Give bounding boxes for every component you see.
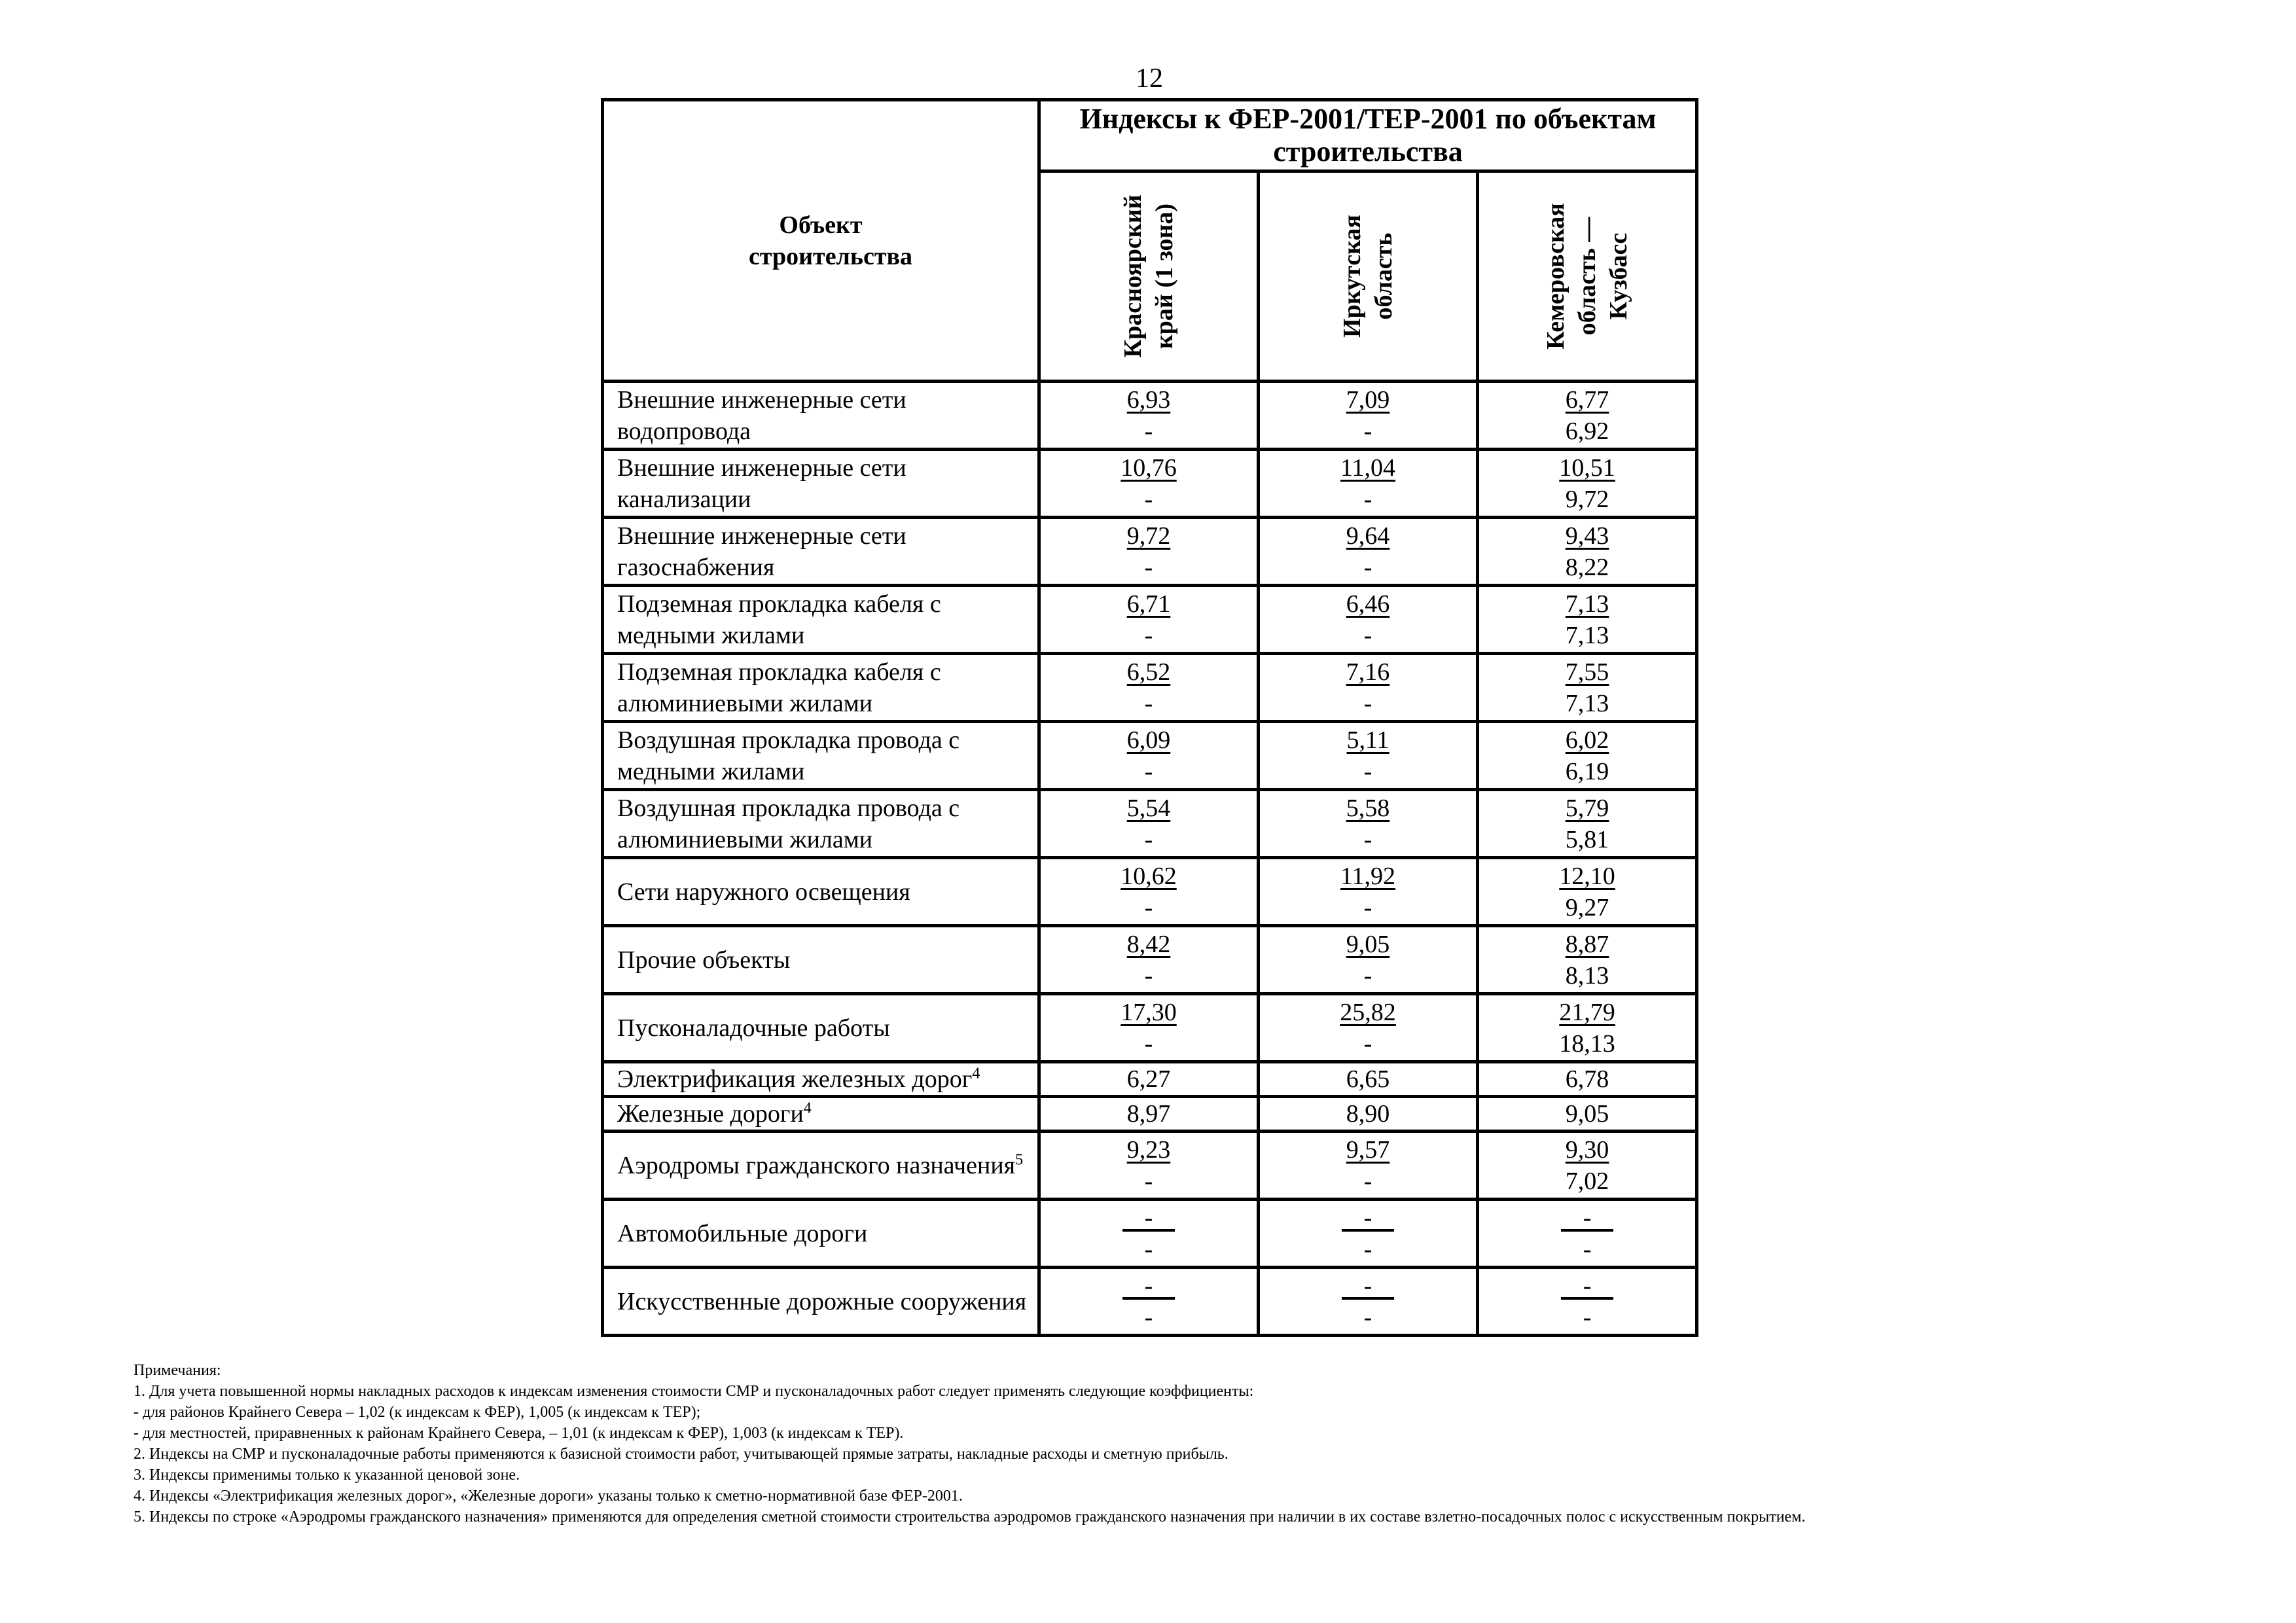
value-fer: 6,02 bbox=[1565, 726, 1609, 754]
table-row bbox=[603, 1200, 1697, 1268]
value-cell bbox=[1259, 450, 1478, 518]
value-single: 8,97 bbox=[1126, 1100, 1171, 1128]
value-tep: 5,81 bbox=[1565, 825, 1609, 853]
value-fer: 5,54 bbox=[1126, 794, 1171, 822]
object-name: Внешние инженерные сети водопровода bbox=[617, 385, 906, 445]
value-fer-wrap bbox=[1041, 1270, 1257, 1302]
table-row bbox=[603, 994, 1697, 1062]
region-2-line3: Кузбасс bbox=[1605, 232, 1633, 320]
object-name: Сети наружного освещения bbox=[617, 878, 910, 906]
value-fer: 9,72 bbox=[1126, 522, 1171, 550]
value-tep: - bbox=[1363, 757, 1372, 785]
value-cell bbox=[1039, 926, 1259, 994]
object-name: Искусственные дорожные сооружения bbox=[617, 1287, 1027, 1315]
value-single: 6,65 bbox=[1346, 1065, 1390, 1093]
value-fer: 9,05 bbox=[1346, 930, 1390, 958]
value-tep: - bbox=[1583, 1235, 1592, 1263]
object-header-text: Объект строительства bbox=[749, 211, 913, 270]
note-line: 4. Индексы «Электрификация железных дорог», «Железные дороги» указаны только к сметно-нормативной базе ФЕР-2001. bbox=[134, 1488, 963, 1505]
note-line: 2. Индексы на СМР и пусконаладочные работы применяются к базисной стоимости работ, учитывающей прямые затраты, накладные расходы и сметную прибыль. bbox=[134, 1446, 1229, 1463]
value-tep: - bbox=[1363, 1029, 1372, 1058]
object-name-cell bbox=[603, 1200, 1039, 1268]
group-header bbox=[1039, 100, 1697, 171]
value-tep: - bbox=[1363, 485, 1372, 513]
value-fer: 6,93 bbox=[1126, 385, 1171, 414]
value-cell bbox=[1259, 382, 1478, 450]
value-tep: - bbox=[1363, 1235, 1372, 1263]
value-cell bbox=[1478, 382, 1697, 450]
value-fer: 7,55 bbox=[1565, 658, 1609, 686]
value-tep: - bbox=[1144, 689, 1153, 717]
value-cell bbox=[1478, 450, 1697, 518]
object-name: Электрификация железных дорог bbox=[617, 1065, 973, 1093]
value-fer: 12,10 bbox=[1559, 862, 1615, 890]
region-2-line2: область — bbox=[1573, 217, 1602, 336]
value-tep: - bbox=[1144, 1167, 1153, 1195]
value-fer: - bbox=[1342, 1275, 1394, 1300]
value-tep: - bbox=[1144, 825, 1153, 853]
object-name-cell bbox=[603, 1268, 1039, 1336]
value-cell bbox=[1259, 926, 1478, 994]
value-fer: - bbox=[1561, 1207, 1613, 1232]
object-name: Подземная прокладка кабеля с медными жилами bbox=[617, 590, 941, 649]
value-fer: 9,57 bbox=[1346, 1135, 1390, 1164]
object-name: Воздушная прокладка провода с алюминиевыми жилами bbox=[617, 794, 960, 853]
value-cell bbox=[1039, 994, 1259, 1062]
value-cell bbox=[1039, 382, 1259, 450]
value-cell bbox=[1039, 790, 1259, 858]
value-cell bbox=[1039, 1097, 1259, 1132]
page-number: 12 bbox=[1136, 63, 1163, 94]
value-cell bbox=[1259, 790, 1478, 858]
table-row bbox=[603, 586, 1697, 654]
value-cell bbox=[1259, 518, 1478, 586]
value-fer-wrap bbox=[1260, 1270, 1476, 1302]
object-name: Аэродромы гражданского назначения bbox=[617, 1151, 1016, 1179]
value-cell bbox=[1478, 518, 1697, 586]
value-cell bbox=[1478, 1268, 1697, 1336]
object-name: Пусконаладочные работы bbox=[617, 1014, 890, 1042]
object-name-cell bbox=[603, 994, 1039, 1062]
table-row bbox=[603, 722, 1697, 790]
value-tep: - bbox=[1144, 757, 1153, 785]
value-tep: - bbox=[1144, 1029, 1153, 1058]
value-fer: 10,76 bbox=[1121, 454, 1177, 482]
value-tep: 6,19 bbox=[1565, 757, 1609, 785]
value-tep: 18,13 bbox=[1559, 1029, 1615, 1058]
value-fer: 5,79 bbox=[1565, 794, 1609, 822]
value-tep: 9,72 bbox=[1565, 485, 1609, 513]
table-row bbox=[603, 1062, 1697, 1097]
value-fer: 6,52 bbox=[1126, 658, 1171, 686]
value-cell bbox=[1039, 1062, 1259, 1097]
value-fer: 9,23 bbox=[1126, 1135, 1171, 1164]
value-tep: - bbox=[1144, 893, 1153, 921]
value-cell bbox=[1478, 790, 1697, 858]
value-fer: 9,30 bbox=[1565, 1135, 1609, 1164]
object-name-cell bbox=[603, 518, 1039, 586]
object-name-cell bbox=[603, 654, 1039, 722]
table-row bbox=[603, 858, 1697, 926]
region-header-irkutsk bbox=[1259, 171, 1478, 382]
table-row bbox=[603, 654, 1697, 722]
value-cell bbox=[1478, 1200, 1697, 1268]
value-tep: 7,13 bbox=[1565, 689, 1609, 717]
object-name: Внешние инженерные сети газоснабжения bbox=[617, 522, 906, 581]
value-fer: - bbox=[1561, 1275, 1613, 1300]
object-name: Автомобильные дороги bbox=[617, 1219, 868, 1247]
value-cell bbox=[1039, 1132, 1259, 1200]
object-name-cell bbox=[603, 450, 1039, 518]
indices-table bbox=[601, 98, 1698, 1337]
value-cell bbox=[1259, 858, 1478, 926]
region-header-krasnoyarsk bbox=[1039, 171, 1259, 382]
object-name-cell bbox=[603, 382, 1039, 450]
value-cell bbox=[1259, 1132, 1478, 1200]
object-name-cell bbox=[603, 790, 1039, 858]
table-row bbox=[603, 1097, 1697, 1132]
value-fer-wrap bbox=[1479, 1202, 1695, 1234]
value-single: 6,27 bbox=[1126, 1065, 1171, 1093]
value-cell bbox=[1039, 722, 1259, 790]
value-fer: - bbox=[1122, 1207, 1175, 1232]
object-name-cell bbox=[603, 1132, 1039, 1200]
value-tep: 8,13 bbox=[1565, 961, 1609, 990]
object-name: Внешние инженерные сети канализации bbox=[617, 454, 906, 513]
value-tep: - bbox=[1363, 961, 1372, 990]
value-cell bbox=[1039, 1268, 1259, 1336]
note-line: - для районов Крайнего Севера – 1,02 (к индексам к ФЕР), 1,005 (к индексам к ТЕР); bbox=[134, 1404, 701, 1421]
value-cell bbox=[1259, 994, 1478, 1062]
value-fer-wrap bbox=[1479, 1270, 1695, 1302]
table-row bbox=[603, 790, 1697, 858]
value-cell bbox=[1478, 654, 1697, 722]
value-cell bbox=[1478, 1097, 1697, 1132]
value-fer: 7,16 bbox=[1346, 658, 1390, 686]
value-cell bbox=[1039, 586, 1259, 654]
value-tep: - bbox=[1144, 961, 1153, 990]
value-tep: 6,92 bbox=[1565, 417, 1609, 445]
value-fer: 10,62 bbox=[1121, 862, 1177, 890]
value-fer: 7,13 bbox=[1565, 590, 1609, 618]
value-tep: - bbox=[1144, 553, 1153, 581]
table-row bbox=[603, 382, 1697, 450]
value-fer: 6,77 bbox=[1565, 385, 1609, 414]
value-fer: - bbox=[1122, 1275, 1175, 1300]
footnote-mark: 4 bbox=[803, 1099, 812, 1117]
footnote-mark: 4 bbox=[972, 1065, 980, 1082]
value-tep: - bbox=[1363, 1167, 1372, 1195]
value-tep: 8,22 bbox=[1565, 553, 1609, 581]
note-line: - для местностей, приравненных к районам Крайнего Севера, – 1,01 (к индексам к ФЕР), 1,003 (к индексам к ТЕР). bbox=[134, 1425, 904, 1442]
value-fer: 6,09 bbox=[1126, 726, 1171, 754]
region-header-kemerovo bbox=[1478, 171, 1697, 382]
value-tep: - bbox=[1583, 1303, 1592, 1331]
value-cell bbox=[1039, 518, 1259, 586]
region-0-line2: край (1 зона) bbox=[1151, 203, 1178, 349]
region-0-line1: Красноярский bbox=[1119, 194, 1147, 358]
value-cell bbox=[1478, 994, 1697, 1062]
value-tep: - bbox=[1144, 485, 1153, 513]
notes-title: Примечания: bbox=[134, 1362, 221, 1379]
value-cell bbox=[1478, 722, 1697, 790]
value-fer: - bbox=[1342, 1207, 1394, 1232]
value-fer: 8,42 bbox=[1126, 930, 1171, 958]
table-body bbox=[603, 382, 1697, 1336]
object-name: Подземная прокладка кабеля с алюминиевыми жилами bbox=[617, 658, 941, 717]
note-line: 5. Индексы по строке «Аэродромы гражданского назначения» применяются для определения сметной стоимости строительства аэродромов гражданского назначения при наличии в их составе взлетно-посадочных полос с искусственным покрытием. bbox=[134, 1508, 1806, 1525]
value-tep: 7,13 bbox=[1565, 621, 1609, 649]
object-name: Железные дороги bbox=[617, 1100, 804, 1128]
notes bbox=[134, 1360, 2267, 1527]
value-cell bbox=[1039, 858, 1259, 926]
note-line: 3. Индексы применимы только к указанной ценовой зоне. bbox=[134, 1467, 520, 1484]
region-1-line2: область bbox=[1370, 232, 1397, 320]
value-single: 6,78 bbox=[1565, 1065, 1609, 1093]
value-tep: - bbox=[1144, 1235, 1153, 1263]
object-name-cell bbox=[603, 586, 1039, 654]
value-fer: 7,09 bbox=[1346, 385, 1390, 414]
object-name-cell bbox=[603, 858, 1039, 926]
value-single: 8,90 bbox=[1346, 1100, 1390, 1128]
value-fer: 11,92 bbox=[1340, 862, 1396, 890]
value-fer: 9,43 bbox=[1565, 522, 1609, 550]
value-cell bbox=[1259, 1097, 1478, 1132]
value-tep: 9,27 bbox=[1565, 893, 1609, 921]
value-cell bbox=[1478, 926, 1697, 994]
value-cell bbox=[1039, 450, 1259, 518]
value-cell bbox=[1259, 722, 1478, 790]
footnote-mark: 5 bbox=[1015, 1150, 1024, 1168]
value-tep: - bbox=[1363, 621, 1372, 649]
value-fer: 11,04 bbox=[1340, 454, 1396, 482]
value-tep: - bbox=[1144, 1303, 1153, 1331]
value-fer: 17,30 bbox=[1121, 998, 1177, 1026]
value-fer: 8,87 bbox=[1565, 930, 1609, 958]
value-cell bbox=[1259, 654, 1478, 722]
value-tep: - bbox=[1363, 825, 1372, 853]
value-cell bbox=[1259, 1268, 1478, 1336]
table-row bbox=[603, 1132, 1697, 1200]
value-cell bbox=[1259, 586, 1478, 654]
value-cell bbox=[1478, 1132, 1697, 1200]
value-fer: 10,51 bbox=[1559, 454, 1615, 482]
note-line: 1. Для учета повышенной нормы накладных расходов к индексам изменения стоимости СМР и пусконаладочных работ следует применять следующие коэффициенты: bbox=[134, 1383, 1254, 1400]
object-name: Прочие объекты bbox=[617, 946, 791, 974]
value-cell bbox=[1039, 1200, 1259, 1268]
value-fer: 5,11 bbox=[1346, 726, 1390, 754]
region-1-line1: Иркутская bbox=[1338, 215, 1366, 338]
value-tep: - bbox=[1363, 689, 1372, 717]
group-header-text: Индексы к ФЕР-2001/ТЕР-2001 по объектам строительства bbox=[1079, 103, 1657, 168]
table-row bbox=[603, 926, 1697, 994]
region-2-line1: Кемеровская bbox=[1542, 203, 1570, 349]
value-cell bbox=[1478, 1062, 1697, 1097]
object-column-header bbox=[603, 100, 1039, 382]
table-row bbox=[603, 518, 1697, 586]
value-fer: 9,64 bbox=[1346, 522, 1390, 550]
value-tep: - bbox=[1363, 553, 1372, 581]
table-row bbox=[603, 450, 1697, 518]
value-tep: 7,02 bbox=[1565, 1167, 1609, 1195]
value-fer: 6,71 bbox=[1126, 590, 1171, 618]
object-name-cell bbox=[603, 1097, 1039, 1132]
value-fer: 5,58 bbox=[1346, 794, 1390, 822]
value-fer-wrap bbox=[1041, 1202, 1257, 1234]
object-name-cell bbox=[603, 1062, 1039, 1097]
value-fer: 6,46 bbox=[1346, 590, 1390, 618]
value-tep: - bbox=[1363, 417, 1372, 445]
object-name-cell bbox=[603, 926, 1039, 994]
value-tep: - bbox=[1144, 621, 1153, 649]
value-cell bbox=[1478, 586, 1697, 654]
object-name: Воздушная прокладка провода с медными жилами bbox=[617, 726, 960, 785]
value-fer: 25,82 bbox=[1340, 998, 1396, 1026]
object-name-cell bbox=[603, 722, 1039, 790]
value-cell bbox=[1039, 654, 1259, 722]
value-fer-wrap bbox=[1260, 1202, 1476, 1234]
value-cell bbox=[1478, 858, 1697, 926]
value-cell bbox=[1259, 1200, 1478, 1268]
value-tep: - bbox=[1363, 893, 1372, 921]
value-tep: - bbox=[1363, 1303, 1372, 1331]
table-row bbox=[603, 1268, 1697, 1336]
value-fer: 21,79 bbox=[1559, 998, 1615, 1026]
value-tep: - bbox=[1144, 417, 1153, 445]
value-single: 9,05 bbox=[1565, 1100, 1609, 1128]
value-cell bbox=[1259, 1062, 1478, 1097]
